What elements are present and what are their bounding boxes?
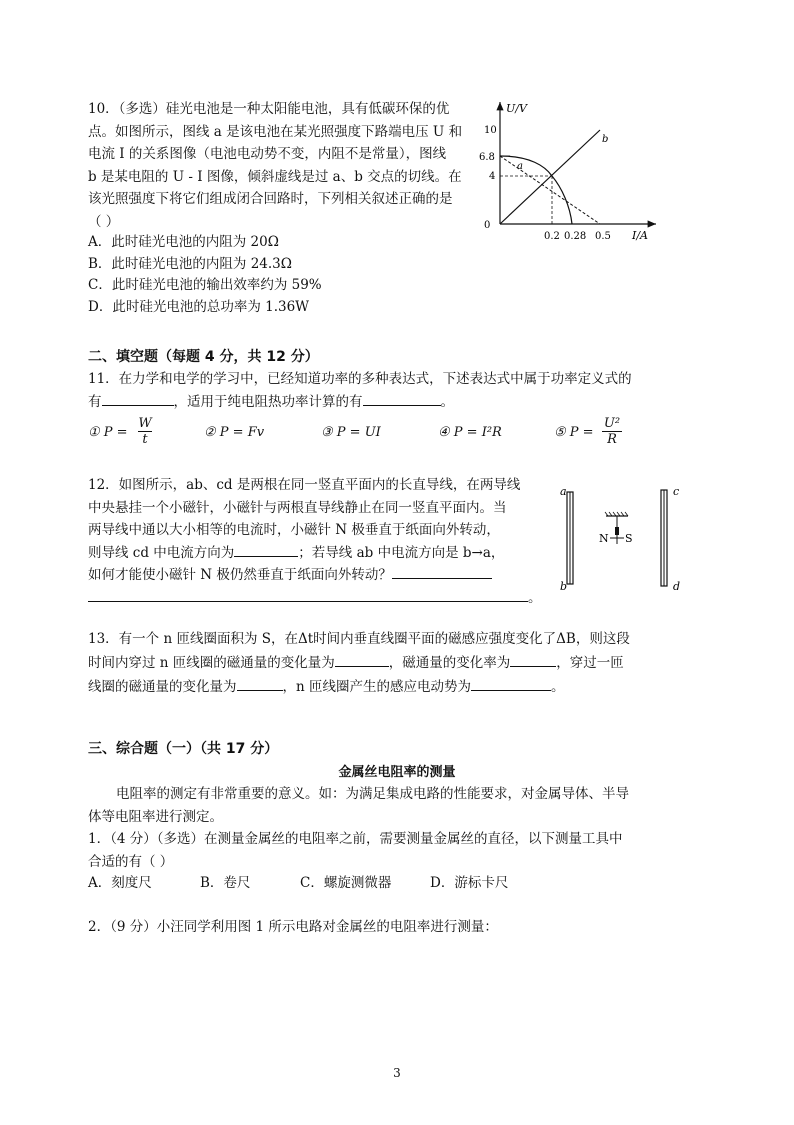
q11-text: ，适用于纯电阻热功率计算的有 — [173, 393, 363, 410]
intro-line: 电阻率的测定有非常重要的意义。如：为满足集成电路的性能要求，对金属导体、半导 — [116, 786, 629, 802]
answer-blank[interactable] — [237, 676, 283, 691]
option-a: A．刻度尺 — [88, 875, 152, 891]
s3-q1-options — [88, 872, 728, 896]
q10-options — [88, 232, 488, 318]
q11-line — [88, 391, 708, 414]
q12-line — [88, 564, 558, 587]
x-tick-label: 0.28 — [564, 231, 587, 242]
q11-formulas — [88, 416, 728, 450]
q13-text: ，磁通量的变化率为 — [388, 655, 511, 671]
q12-stem — [88, 474, 558, 609]
formula-1-fraction: W t — [138, 416, 152, 447]
option-c: C．螺旋测微器 — [300, 875, 392, 891]
section-3-subtitle: 金属丝电阻率的测量 — [338, 765, 456, 780]
formula-4: ④ P = I²R — [438, 425, 502, 440]
q13-line — [88, 675, 728, 699]
q10-option-c: C．此时硅光电池的输出效率约为 59% — [88, 277, 322, 293]
formula-3: ③ P = UI — [321, 425, 381, 440]
q10-line: b 是某电阻的 U - I 图像，倾斜虚线是过 a、b 交点的切线。在 — [88, 168, 462, 185]
answer-blank[interactable] — [335, 652, 389, 667]
q12-line: 12．如图所示，ab、cd 是两根在同一竖直平面内的长直导线，在两导线 — [88, 477, 521, 493]
q11-line: 11．在力学和电学的学习中，已经知道功率的多种表达式，下述表达式中属于功率定义式的 — [88, 371, 632, 387]
section-2-title: 二、填空题（每题 4 分，共 12 分） — [88, 349, 319, 365]
option-d: D．游标卡尺 — [430, 875, 509, 891]
q12-text: ；若导线 ab 中电流方向是 b→a， — [298, 544, 505, 561]
answer-blank[interactable] — [363, 391, 441, 406]
q11-text: 。 — [440, 393, 454, 410]
answer-blank[interactable] — [102, 391, 174, 406]
q10-graph — [470, 96, 670, 246]
s3-q1-line: 1．（4 分）（多选）在测量金属丝的电阻率之前，需要测量金属丝的直径，以下测量工具中 — [88, 831, 623, 847]
q10-line: 点。如图所示，图线 a 是该电池在某光照强度下路端电压 U 和 — [88, 123, 463, 140]
q12-text: 。 — [528, 589, 542, 606]
section-3-title: 三、综合题（一）（共 17 分） — [88, 741, 279, 757]
q10-option-b: B．此时硅光电池的内阻为 24.3Ω — [88, 255, 292, 272]
q12-line: 中央悬挂一个小磁针，小磁针与两根直导线静止在同一竖直平面内。当 — [88, 499, 507, 516]
q13-stem — [88, 627, 728, 699]
curve-a-label: a — [517, 161, 523, 172]
answer-blank[interactable] — [471, 676, 551, 691]
tangent-line — [500, 156, 600, 224]
s3-q1-line: 合适的有（ ） — [88, 853, 174, 870]
y-tick-label: 10 — [484, 125, 497, 136]
q11-stem — [88, 368, 708, 413]
q12-line: 两导线中通以大小相等的电流时，小磁针 N 极垂直于纸面向外转动， — [88, 522, 500, 538]
x-tick-label: 0.2 — [544, 231, 560, 242]
intro-line: 体等电阻率进行测定。 — [88, 808, 223, 825]
q13-text: 时间内穿过 n 匝线圈的磁通量的变化量为 — [88, 655, 335, 671]
label-c: c — [673, 485, 680, 498]
x-axis-label: I/A — [632, 229, 648, 242]
q12-line — [88, 587, 558, 610]
formula-2: ② P = Fv — [204, 425, 265, 440]
q10-stem — [88, 98, 491, 233]
label-a: a — [560, 485, 567, 498]
origin-label: 0 — [484, 220, 491, 231]
q12-figure — [556, 482, 696, 600]
q13-text: ，n 匝线圈产生的感应电动势为 — [282, 679, 471, 695]
y-tick-label: 4 — [489, 171, 496, 182]
formula-5-fraction: U² R — [603, 416, 621, 447]
label-b: b — [560, 580, 568, 593]
q12-text: 则导线 cd 中电流方向为 — [88, 544, 235, 561]
q12-text: 如何才能使小磁针 N 极仍然垂直于纸面向外转动？ — [88, 567, 392, 583]
q13-text: 。 — [551, 679, 565, 695]
q10-answer-paren: （ ） — [88, 213, 120, 230]
q13-line — [88, 651, 728, 675]
answer-blank[interactable] — [510, 652, 556, 667]
line-b-label: b — [602, 134, 609, 145]
q10-line: 该光照强度下将它们组成闭合回路时，下列相关叙述正确的是 — [88, 191, 453, 207]
s3-q2: 2．（9 分）小汪同学利用图 1 所示电路对金属丝的电阻率进行测量： — [88, 919, 498, 935]
section-3-intro — [88, 783, 728, 828]
q10-line: 电流 I 的关系图像（电池电动势不变，内阻不是常量），图线 — [88, 146, 447, 162]
answer-blank[interactable] — [88, 587, 528, 602]
line-b — [500, 130, 600, 224]
q13-text: 线圈的磁通量的变化量为 — [88, 679, 237, 695]
s3-q1 — [88, 828, 728, 873]
q11-text: 有 — [88, 393, 102, 410]
answer-blank[interactable] — [234, 542, 298, 557]
q13-line: 13．有一个 n 匝线圈面积为 S，在Δt时间内垂直线圈平面的磁感应强度变化了ΔB，则这段 — [88, 631, 630, 647]
q10-option-d: D．此时硅光电池的总功率为 1.36W — [88, 298, 310, 315]
y-tick-label: 6.8 — [479, 152, 495, 163]
option-b: B．卷尺 — [200, 875, 251, 891]
answer-blank[interactable] — [392, 564, 492, 579]
y-axis-label: U/V — [506, 102, 527, 115]
formula-5: ⑤ P = — [554, 425, 594, 440]
q12-line — [88, 542, 558, 565]
formula-1: ① P = — [88, 425, 128, 440]
label-d: d — [673, 580, 681, 593]
magnet-needle — [615, 527, 619, 535]
q13-text: ，穿过一匝 — [556, 655, 624, 671]
label-s: S — [625, 532, 633, 545]
page-number: 3 — [393, 1066, 401, 1080]
q10-option-a: A．此时硅光电池的内阻为 20Ω — [88, 234, 279, 250]
x-tick-label: 0.5 — [595, 231, 611, 242]
q10-line: 10．（多选）硅光电池是一种太阳能电池，具有低碳环保的优 — [88, 101, 450, 117]
label-n: N — [599, 532, 609, 545]
